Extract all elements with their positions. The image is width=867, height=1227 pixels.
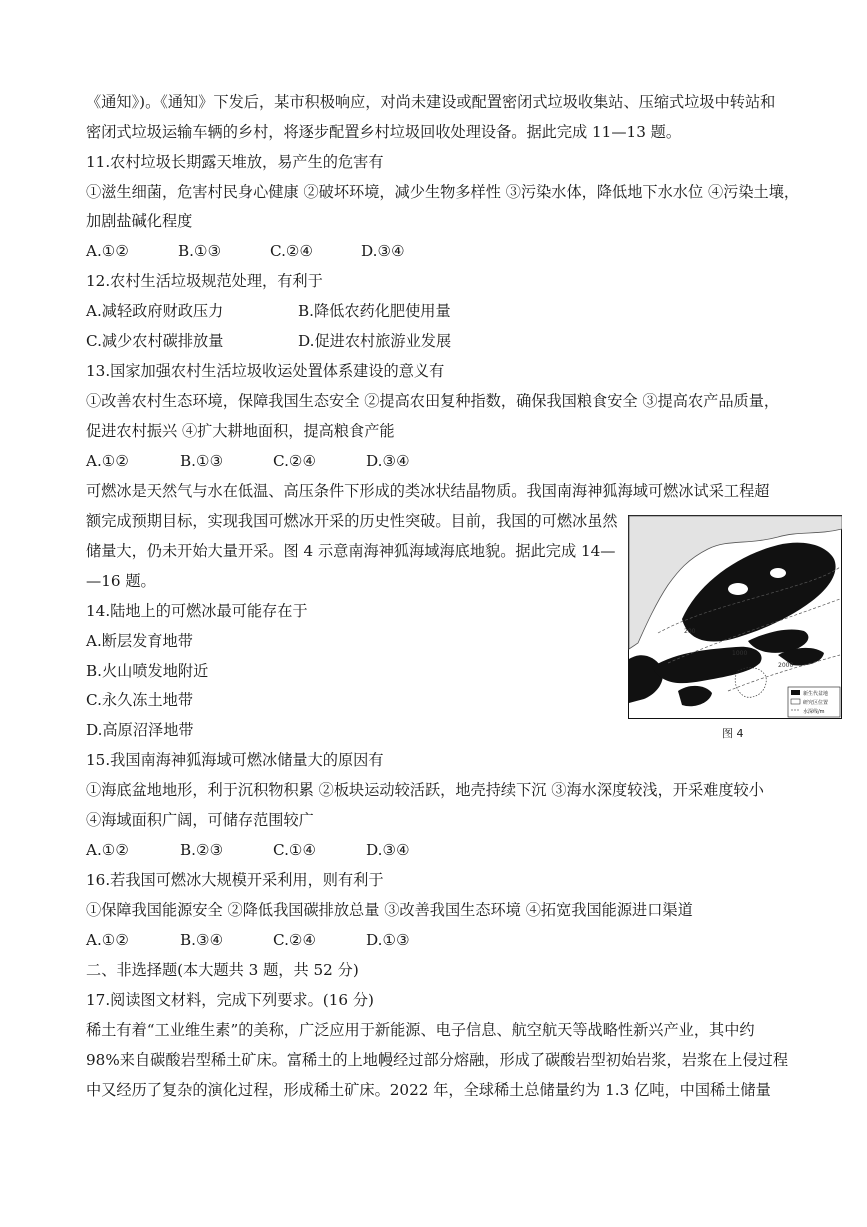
seafloor-map-figure: [628, 515, 842, 719]
question-14-option-a: A.断层发育地带: [86, 632, 193, 650]
contour-label: 1000: [732, 650, 748, 657]
question-17-text: 98%来自碳酸岩型稀土矿床。富稀土的上地幔经过部分熔融，形成了碳酸岩型初始岩浆，岩浆在上侵过程: [86, 1051, 789, 1069]
question-15-option-b: B.②③: [180, 841, 224, 859]
contour-label: 200: [684, 628, 696, 635]
question-15-items: ④海域面积广阔，可储存范围较广: [86, 811, 314, 829]
question-15-option-a: A.①②: [86, 841, 130, 859]
question-13-stem: 13.国家加强农村生活垃圾收运处置体系建设的意义有: [86, 362, 445, 380]
question-16-items: ①保障我国能源安全 ②降低我国碳排放总量 ③改善我国生态环境 ④拓宽我国能源进口渠道: [86, 901, 693, 919]
intro-line: 《通知》)。《通知》下发后，某市积极响应，对尚未建设或配置密闭式垃圾收集站、压缩式垃圾中转站和: [86, 93, 776, 111]
question-16-option-b: B.③④: [180, 931, 224, 949]
question-11-option-c: C.②④: [270, 242, 314, 260]
question-14-option-b: B.火山喷发地附近: [86, 662, 209, 680]
question-12-option-b: B.降低农药化肥使用量: [298, 302, 451, 320]
question-15-option-c: C.①④: [273, 841, 317, 859]
question-13-option-c: C.②④: [273, 452, 317, 470]
passage-line: 可燃冰是天然气与水在低温、高压条件下形成的类冰状结晶物质。我国南海神狐海域可燃冰试采工程超: [86, 482, 770, 500]
question-11-stem: 11.农村垃圾长期露天堆放，易产生的危害有: [86, 153, 384, 171]
question-11-items: 加剧盐碱化程度: [86, 212, 193, 230]
contour-label: 2000: [778, 662, 794, 669]
figure-caption: 图 4: [722, 727, 744, 740]
question-13-option-d: D.③④: [366, 452, 410, 470]
question-15-option-d: D.③④: [366, 841, 410, 859]
legend-label: 水深线/m: [803, 709, 825, 715]
question-12-stem: 12.农村生活垃圾规范处理，有利于: [86, 272, 323, 290]
section-heading: 二、非选择题(本大题共 3 题，共 52 分): [86, 961, 359, 979]
seafloor-map: [628, 515, 842, 719]
question-17-stem: 17.阅读图文材料，完成下列要求。(16 分): [86, 991, 374, 1009]
intro-line: 密闭式垃圾运输车辆的乡村，将逐步配置乡村垃圾回收处理设备。据此完成 11—13 题。: [86, 123, 682, 141]
question-13-items: ①改善农村生态环境，保障我国生态安全 ②提高农田复种指数，确保我国粮食安全 ③提高农产品质量，: [86, 392, 780, 410]
question-17-text: 中又经历了复杂的演化过程，形成稀土矿床。2022 年，全球稀土总储量约为 1.3 亿吨，中国稀土储量: [86, 1081, 771, 1099]
question-16-stem: 16.若我国可燃冰大规模开采利用，则有利于: [86, 871, 384, 889]
question-11-option-d: D.③④: [361, 242, 405, 260]
passage-line: —16 题。: [86, 572, 156, 590]
question-17-text: 稀土有着“工业维生素”的美称，广泛应用于新能源、电子信息、航空航天等战略性新兴产业，其中约: [86, 1021, 755, 1039]
question-16-option-c: C.②④: [273, 931, 317, 949]
question-14-option-d: D.高原沼泽地带: [86, 721, 194, 739]
question-12-option-c: C.减少农村碳排放量: [86, 332, 224, 350]
passage-line: 额完成预期目标，实现我国可燃冰开采的历史性突破。目前，我国的可燃冰虽然: [86, 512, 618, 530]
question-13-items: 促进农村振兴 ④扩大耕地面积，提高粮食产能: [86, 422, 395, 440]
question-16-option-d: D.①③: [366, 931, 410, 949]
question-16-option-a: A.①②: [86, 931, 130, 949]
question-12-option-d: D.促进农村旅游业发展: [298, 332, 452, 350]
question-14-option-c: C.永久冻土地带: [86, 691, 194, 709]
legend-label: 研究区位置: [803, 700, 829, 706]
question-13-option-b: B.①③: [180, 452, 224, 470]
legend-label: 新生代盆地: [803, 691, 829, 697]
question-14-stem: 14.陆地上的可燃冰最可能存在于: [86, 602, 308, 620]
question-11-option-b: B.①③: [178, 242, 222, 260]
question-12-option-a: A.减轻政府财政压力: [86, 302, 224, 320]
passage-line: 储量大，仍未开始大量开采。图 4 示意南海神狐海域海底地貌。据此完成 14—: [86, 542, 616, 560]
question-15-items: ①海底盆地地形，利于沉积物积累 ②板块运动较活跃，地壳持续下沉 ③海水深度较浅，开采难度较小: [86, 781, 764, 799]
question-15-stem: 15.我国南海神狐海域可燃冰储量大的原因有: [86, 751, 384, 769]
question-11-items: ①滋生细菌，危害村民身心健康 ②破坏环境，减少生物多样性 ③污染水体，降低地下水水位 ④污染土壤，: [86, 183, 800, 201]
question-13-option-a: A.①②: [86, 452, 130, 470]
question-11-option-a: A.①②: [86, 242, 130, 260]
